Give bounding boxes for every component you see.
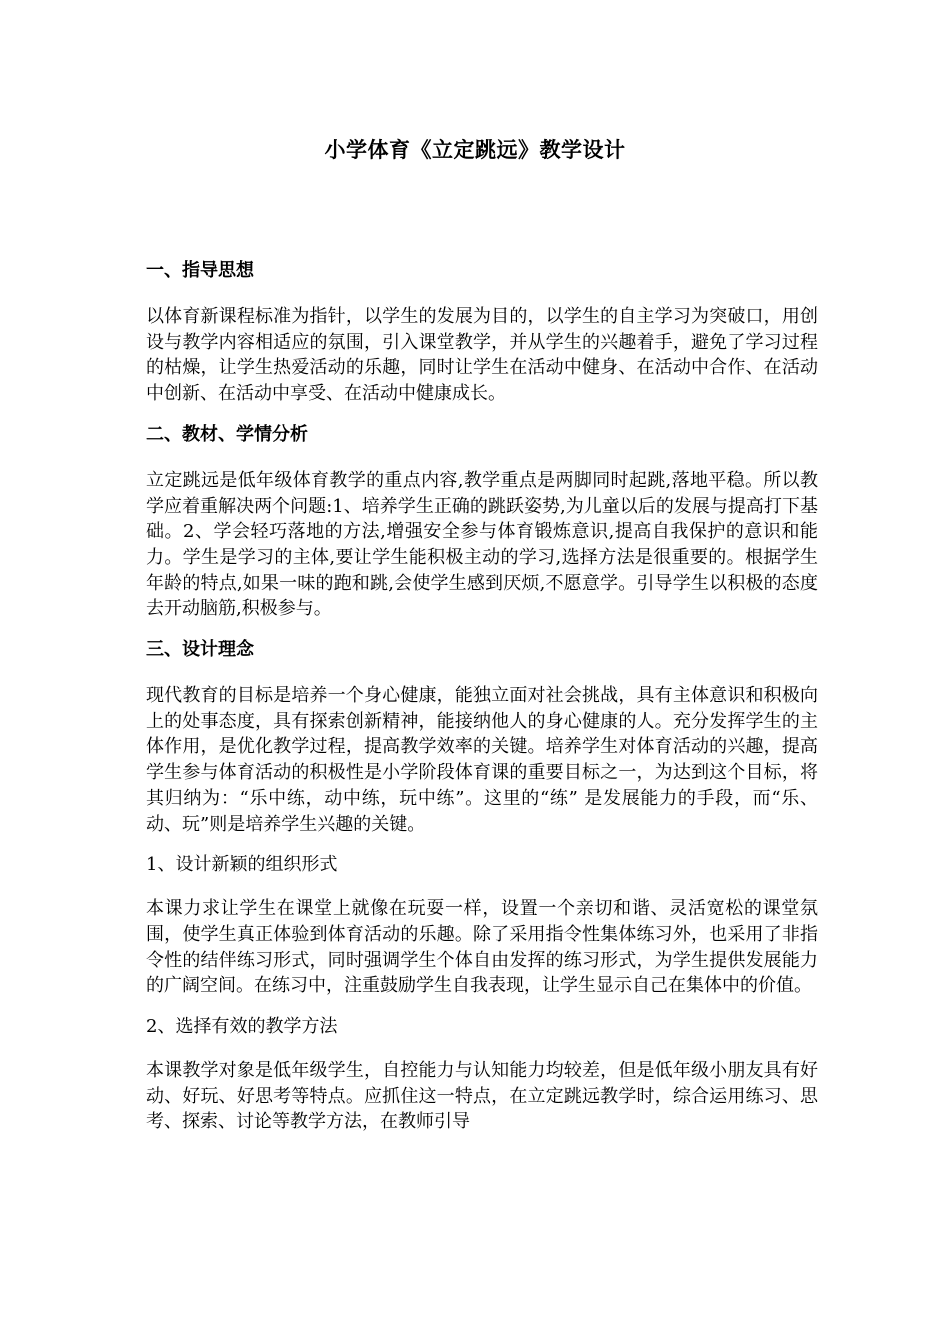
subsection-heading-organization: 1、设计新颖的组织形式 [146, 854, 338, 876]
document-title: 小学体育《立定跳远》教学设计 [324, 137, 626, 162]
section-paragraph-design-concept: 现代教育的目标是培养一个身心健康，能独立面对社会挑战，具有主体意识和积极向上的处事态度，具有探索创新精神，能接纳他人的身心健康的人。充分发挥学生的主体作用，是优化教学过程，提高教学效率的关键。培养学生对体育活动的兴趣，提高学生参与体育活动的积极性是小学阶段体育课的重要目标之一，为达到这个目标，将其归纳为：“乐中练，动中练，玩中练”。这里的“练” 是发展能力的手段，而“乐、动、玩”则是培养学生兴趣的关键。 [146, 685, 818, 835]
document-body [146, 258, 818, 1150]
section-heading-guiding-ideology: 一、指导思想 [146, 260, 254, 281]
section-paragraph-guiding-ideology: 以体育新课程标准为指针，以学生的发展为目的，以学生的自主学习为突破口，用创设与教学内容相适应的氛围，引入课堂教学，并从学生的兴趣着手，避免了学习过程的枯燥，让学生热爱活动的乐趣，同时让学生在活动中健身、在活动中合作、在活动中创新、在活动中享受、在活动中健康成长。 [146, 306, 818, 405]
section-heading-design-concept: 三、设计理念 [146, 639, 254, 661]
subsection-paragraph-organization: 本课力求让学生在课堂上就像在玩耍一样，设置一个亲切和谐、灵活宽松的课堂氛围，使学生真正体验到体育活动的乐趣。除了采用指令性集体练习外，也采用了非指令性的结伴练习形式，同时强调学生个体自由发挥的练习形式，为学生提供发展能力的广阔空间。在练习中，注重鼓励学生自我表现，让学生显示自己在集体中的价值。 [146, 898, 818, 997]
subsection-paragraph-teaching-methods: 本课教学对象是低年级学生，自控能力与认知能力均较差，但是低年级小朋友具有好动、好玩、好思考等特点。应抓住这一特点，在立定跳远教学时，综合运用练习、思考、探索、讨论等教学方法，在教师引导 [146, 1060, 818, 1133]
subsection-heading-teaching-methods: 2、选择有效的教学方法 [146, 1016, 338, 1038]
section-heading-material-analysis: 二、教材、学情分析 [146, 423, 308, 445]
section-paragraph-material-analysis: 立定跳远是低年级体育教学的重点内容,教学重点是两脚同时起跳,落地平稳。所以教学应着重解决两个问题:1、培养学生正确的跳跃姿势,为儿童以后的发展与提高打下基础。2、学会轻巧落地的方法,增强安全参与体育锻炼意识,提高自我保护的意识和能力。学生是学习的主体,要让学生能积极主动的学习,选择方法是很重要的。根据学生年龄的特点,如果一味的跑和跳,会使学生感到厌烦,不愿意学。引导学生以积极的态度去开动脑筋,积极参与。 [146, 469, 818, 620]
